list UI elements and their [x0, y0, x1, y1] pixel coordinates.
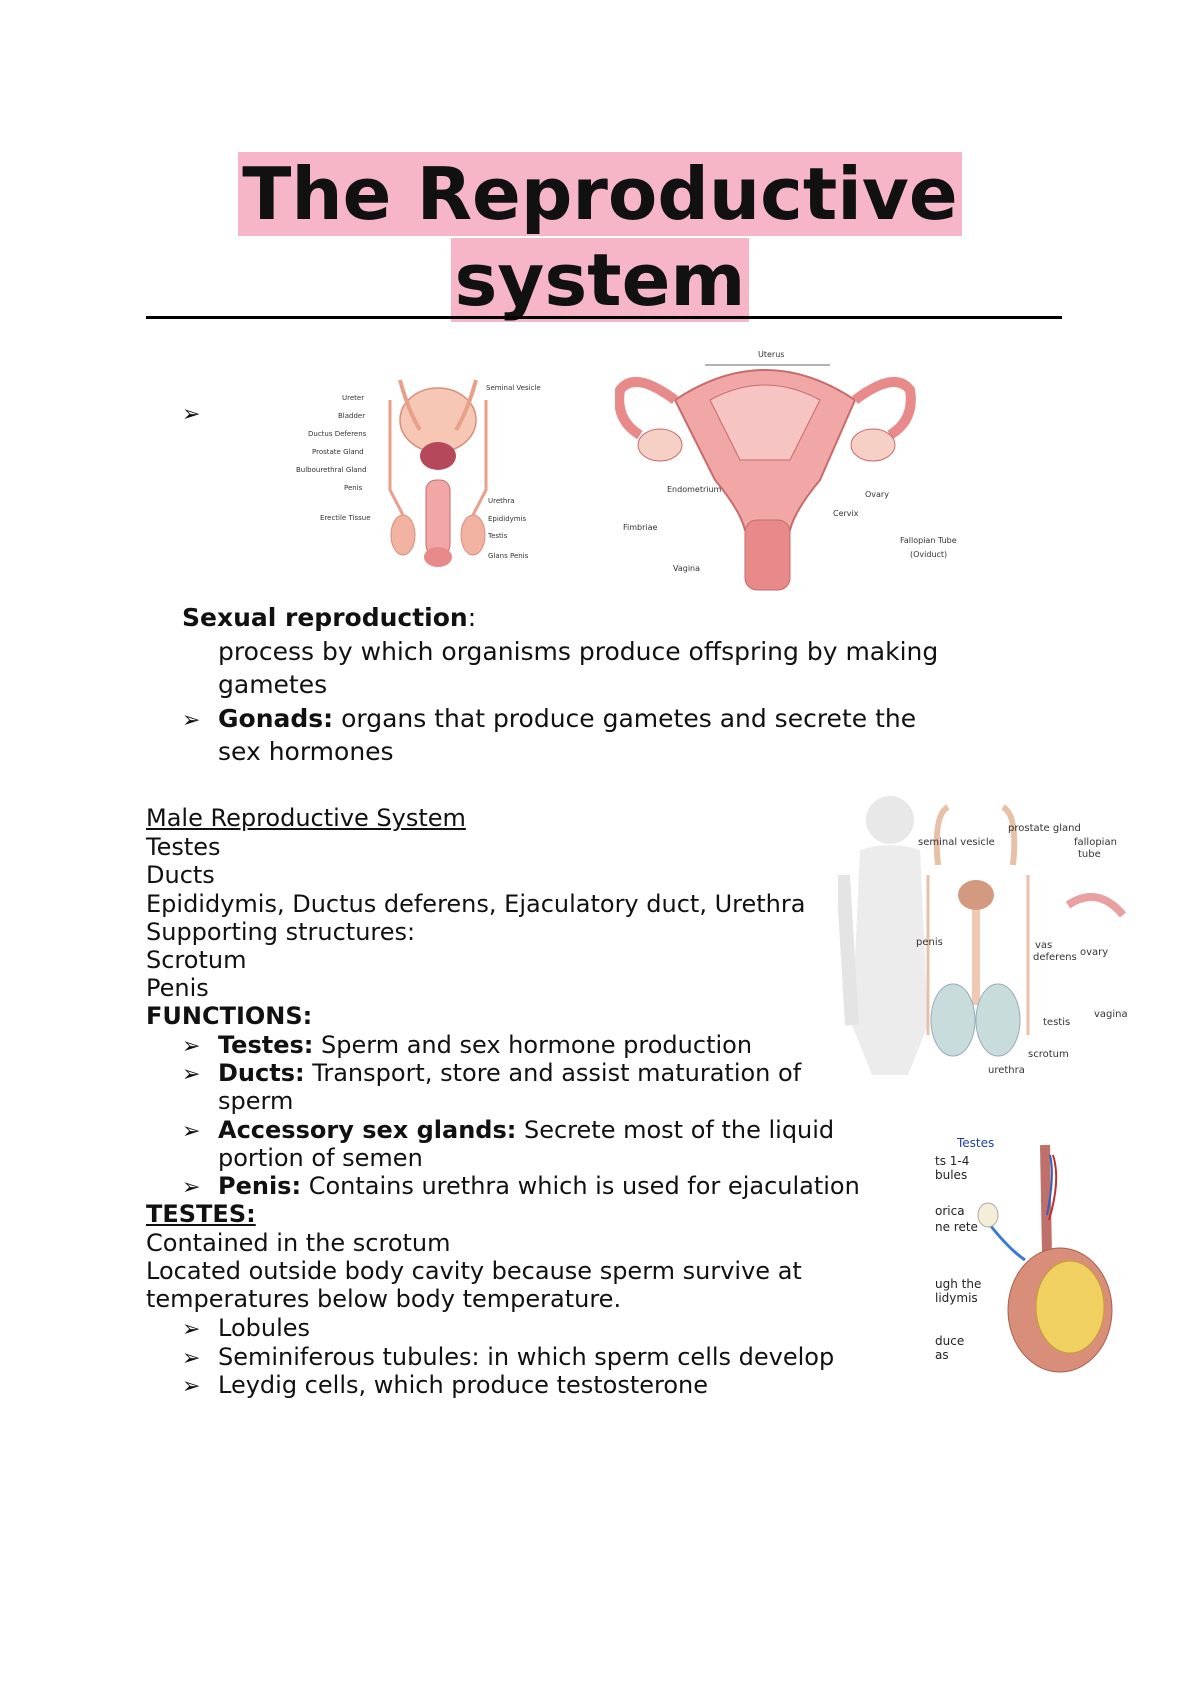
- function-bullet: ➢ Testes: Sperm and sex hormone production: [182, 1031, 753, 1059]
- gonads-bullet: ➢ Gonads: organs that produce gametes and secrete the: [182, 704, 917, 733]
- testes-line: Located outside body cavity because sperm survive at: [146, 1257, 802, 1285]
- svg-text:Ductus Deferens: Ductus Deferens: [308, 430, 367, 438]
- svg-text:as: as: [935, 1348, 949, 1362]
- arrow-icon: ➢: [182, 1317, 201, 1342]
- svg-text:Ovary: Ovary: [865, 490, 889, 499]
- svg-text:Fimbriae: Fimbriae: [623, 523, 658, 532]
- bullet-arrow-icon: ➢: [182, 402, 201, 427]
- definition-line-1: process by which organisms produce offspring by making: [218, 637, 939, 666]
- svg-text:ts 1-4: ts 1-4: [935, 1154, 970, 1168]
- testes-heading: TESTES:: [146, 1200, 256, 1228]
- arrow-icon: ➢: [182, 1062, 201, 1087]
- gonads-line-2: sex hormones: [218, 737, 394, 766]
- svg-text:Endometrium: Endometrium: [667, 485, 722, 494]
- page-title-line-2: system: [0, 236, 1200, 324]
- male-reproductive-diagram: [290, 370, 550, 585]
- svg-text:Glans Penis: Glans Penis: [488, 552, 529, 560]
- svg-text:vagina: vagina: [1094, 1009, 1128, 1020]
- function-bullet: ➢ Accessory sex glands: Secrete most of the liquid: [182, 1116, 835, 1144]
- svg-text:Bulbourethral Gland: Bulbourethral Gland: [296, 466, 367, 474]
- function-bullet: ➢ Ducts: Transport, store and assist maturation of: [182, 1059, 802, 1087]
- testes-bullet: ➢ Seminiferous tubules: in which sperm cells develop: [182, 1343, 835, 1371]
- svg-text:Prostate Gland: Prostate Gland: [312, 448, 364, 456]
- svg-text:Epididymis: Epididymis: [488, 515, 527, 523]
- testes-line: temperatures below body temperature.: [146, 1285, 622, 1313]
- male-section-heading: Male Reproductive System: [146, 804, 466, 832]
- svg-text:Testes: Testes: [957, 1136, 995, 1150]
- svg-text:scrotum: scrotum: [1028, 1049, 1069, 1060]
- arrow-icon: ➢: [182, 1119, 201, 1144]
- svg-text:ovary: ovary: [1080, 947, 1109, 958]
- male-line: Penis: [146, 974, 209, 1002]
- arrow-icon: ➢: [182, 708, 201, 733]
- functions-heading: FUNCTIONS:: [146, 1002, 313, 1030]
- svg-text:bules: bules: [935, 1168, 968, 1182]
- svg-text:Uterus: Uterus: [758, 350, 785, 359]
- svg-text:penis: penis: [916, 937, 943, 948]
- male-line: Scrotum: [146, 946, 247, 974]
- arrow-icon: ➢: [182, 1374, 201, 1399]
- arrow-icon: ➢: [182, 1175, 201, 1200]
- svg-text:Penis: Penis: [344, 484, 363, 492]
- svg-text:ne rete: ne rete: [935, 1220, 978, 1234]
- svg-text:prostate gland: prostate gland: [1008, 823, 1081, 834]
- svg-text:Vagina: Vagina: [673, 564, 701, 573]
- svg-text:vas: vas: [1035, 940, 1053, 951]
- function-bullet: ➢ Penis: Contains urethra which is used for ejaculation: [182, 1172, 860, 1200]
- svg-text:seminal vesicle: seminal vesicle: [918, 837, 995, 848]
- svg-text:Testis: Testis: [488, 532, 508, 540]
- testes-bullet: ➢ Lobules: [182, 1314, 311, 1342]
- female-reproductive-diagram: [615, 340, 975, 605]
- svg-text:Seminal Vesicle: Seminal Vesicle: [486, 384, 541, 392]
- svg-text:lidymis: lidymis: [935, 1291, 978, 1305]
- title-divider: [146, 316, 1062, 319]
- svg-text:deferens: deferens: [1033, 952, 1077, 963]
- sexual-reproduction-heading: Sexual reproduction:: [182, 603, 477, 632]
- arrow-icon: ➢: [182, 1034, 201, 1059]
- svg-text:Fallopian Tube: Fallopian Tube: [900, 536, 957, 545]
- function-continuation: sperm: [218, 1087, 294, 1115]
- svg-text:fallopian: fallopian: [1074, 837, 1117, 848]
- svg-text:tube: tube: [1078, 849, 1101, 860]
- testes-line: Contained in the scrotum: [146, 1229, 451, 1257]
- svg-text:orica: orica: [935, 1204, 965, 1218]
- male-line: Testes: [146, 833, 221, 861]
- definition-line-2: gametes: [218, 670, 328, 699]
- male-line: Epididymis, Ductus deferens, Ejaculatory duct, Urethra: [146, 890, 806, 918]
- svg-text:Cervix: Cervix: [833, 509, 859, 518]
- svg-text:Bladder: Bladder: [338, 412, 366, 420]
- page-title-line-1: The Reproductive: [0, 150, 1200, 238]
- male-line: Supporting structures:: [146, 918, 416, 946]
- svg-text:(Oviduct): (Oviduct): [910, 550, 948, 559]
- testis-cross-section-diagram: [935, 1135, 1135, 1380]
- arrow-icon: ➢: [182, 1346, 201, 1371]
- testes-bullet: ➢ Leydig cells, which produce testosterone: [182, 1371, 709, 1399]
- svg-text:ugh the: ugh the: [935, 1277, 982, 1291]
- male-line: Ducts: [146, 861, 215, 889]
- function-continuation: portion of semen: [218, 1144, 423, 1172]
- svg-text:Erectile Tissue: Erectile Tissue: [320, 514, 371, 522]
- svg-text:Ureter: Ureter: [342, 394, 365, 402]
- male-body-anatomy-diagram: [838, 795, 1130, 1077]
- svg-text:Urethra: Urethra: [488, 497, 515, 505]
- svg-text:testis: testis: [1043, 1017, 1071, 1028]
- svg-text:duce: duce: [935, 1334, 965, 1348]
- svg-text:urethra: urethra: [988, 1065, 1025, 1076]
